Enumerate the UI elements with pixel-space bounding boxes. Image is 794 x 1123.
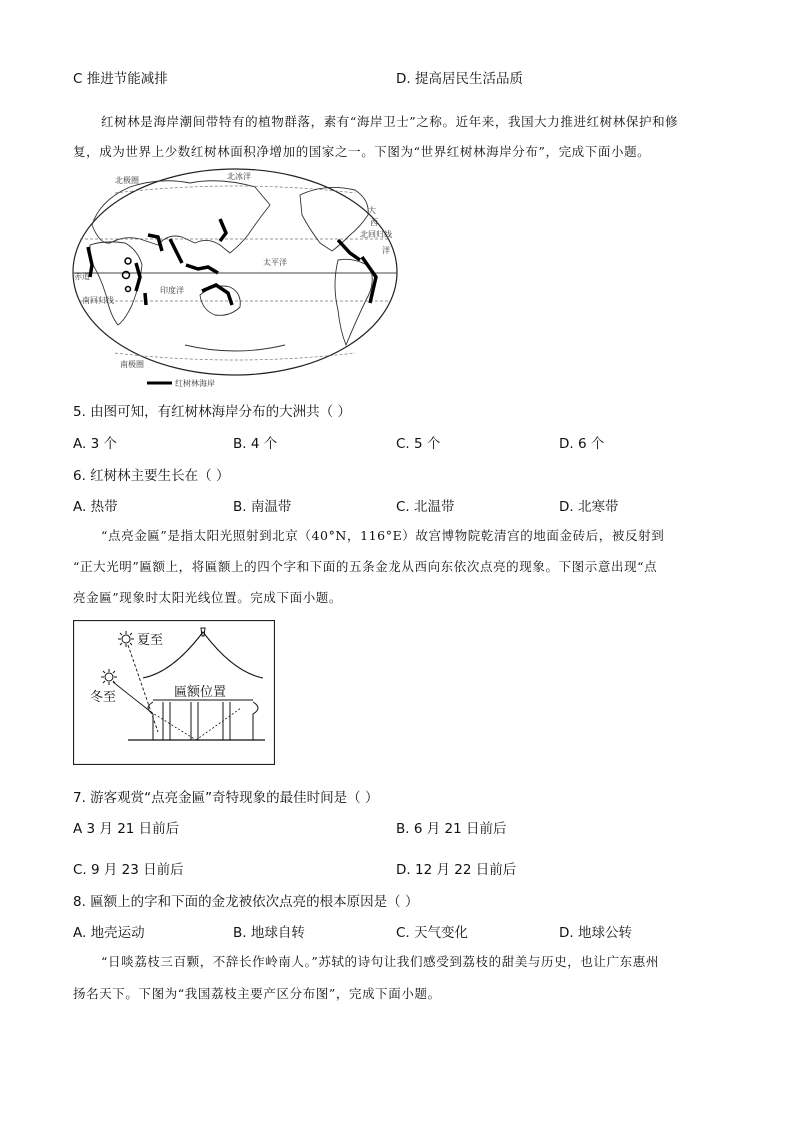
q6-option-a: A. 热带 [73,499,118,515]
map-label-antarctic-circle: 南极圈 [120,360,144,369]
mangrove-madagascar [145,293,146,305]
q7-option-a: A 3 月 21 日前后 [73,821,180,837]
passage2-line1: “点亮金匾”是指太阳光照射到北京（40°N，116°E）故宫博物院乾清宫的地面金砖后，被反射到 [101,528,665,543]
passage3-line1: “日啖荔枝三百颗，不辞长作岭南人。”苏轼的诗句让我们感受到荔枝的甜美与历史，也让广东惠州 [101,954,659,969]
map-label-arctic-circle: 北极圈 [115,176,139,185]
map-label-indian: 印度洋 [160,286,184,295]
q6-option-d: D. 北寒带 [559,499,619,515]
q7-option-d: D. 12 月 22 日前后 [396,862,517,878]
map-label-tropic-capricorn: 南回归线 [82,296,114,305]
passage1-line2: 复，成为世界上少数红树林面积净增加的国家之一。下图为“世界红树林海岸分布”，完成下面小题。 [73,144,651,159]
map-frame [73,169,397,375]
q8-option-b: B. 地球自转 [233,925,305,941]
q6-option-c: C. 北温带 [396,499,455,515]
q8-option-a: A. 地壳运动 [73,925,145,941]
map-label-tropic-cancer: 北回归线 [360,230,392,239]
map-label-pacific: 太平洋 [263,258,287,267]
q7-option-b: B. 6 月 21 日前后 [396,821,507,837]
plaque-label: 匾额位置 [174,685,227,700]
q5-option-d: D. 6 个 [559,436,605,452]
legend-mangrove-label: 红树林海岸 [175,379,215,388]
option-c-top: C 推进节能减排 [73,71,168,87]
passage3-line2: 扬名天下。下图为“我国荔枝主要产区分布图”，完成下面小题。 [73,986,441,1001]
mangrove-world-map [70,165,400,393]
q7-option-c: C. 9 月 23 日前后 [73,862,184,878]
q5-stem: 5. 由图可知，有红树林海岸分布的大洲共（ ） [73,404,351,420]
passage1-line1: 红树林是海岸潮间带特有的植物群落，素有“海岸卫士”之称。近年来，我国大力推进红树林保护和修 [101,114,679,129]
passage2-line3: 亮金匾”现象时太阳光线位置。完成下面小题。 [73,590,342,605]
summer-label: 夏至 [137,633,164,648]
map-label-equator: 赤道 [74,272,90,281]
passage2-line2: “正大光明”匾额上，将匾额上的四个字和下面的五条金龙从西向东依次点亮的现象。下图示意出现“点 [73,559,658,574]
q6-stem: 6. 红树林主要生长在（ ） [73,468,230,484]
q8-option-c: C. 天气变化 [396,925,469,941]
q6-option-b: B. 南温带 [233,499,292,515]
winter-label: 冬至 [90,690,117,705]
q8-stem: 8. 匾额上的字和下面的金龙被依次点亮的根本原因是（ ） [73,894,419,910]
q8-option-d: D. 地球公转 [559,925,632,941]
map-label-arctic-ocean: 北冰洋 [227,172,251,181]
q7-stem: 7. 游客观赏“点亮金匾”奇特现象的最佳时间是（ ） [73,790,379,806]
map-label-west: 西 [370,218,378,227]
q5-option-a: A. 3 个 [73,436,117,452]
map-label-da: 大 [368,206,376,215]
map-label-atlantic: 洋 [382,246,390,255]
palace-sunlight-diagram [73,620,275,765]
q5-option-c: C. 5 个 [396,436,441,452]
option-d-top: D. 提高居民生活品质 [396,71,523,87]
q5-option-b: B. 4 个 [233,436,278,452]
